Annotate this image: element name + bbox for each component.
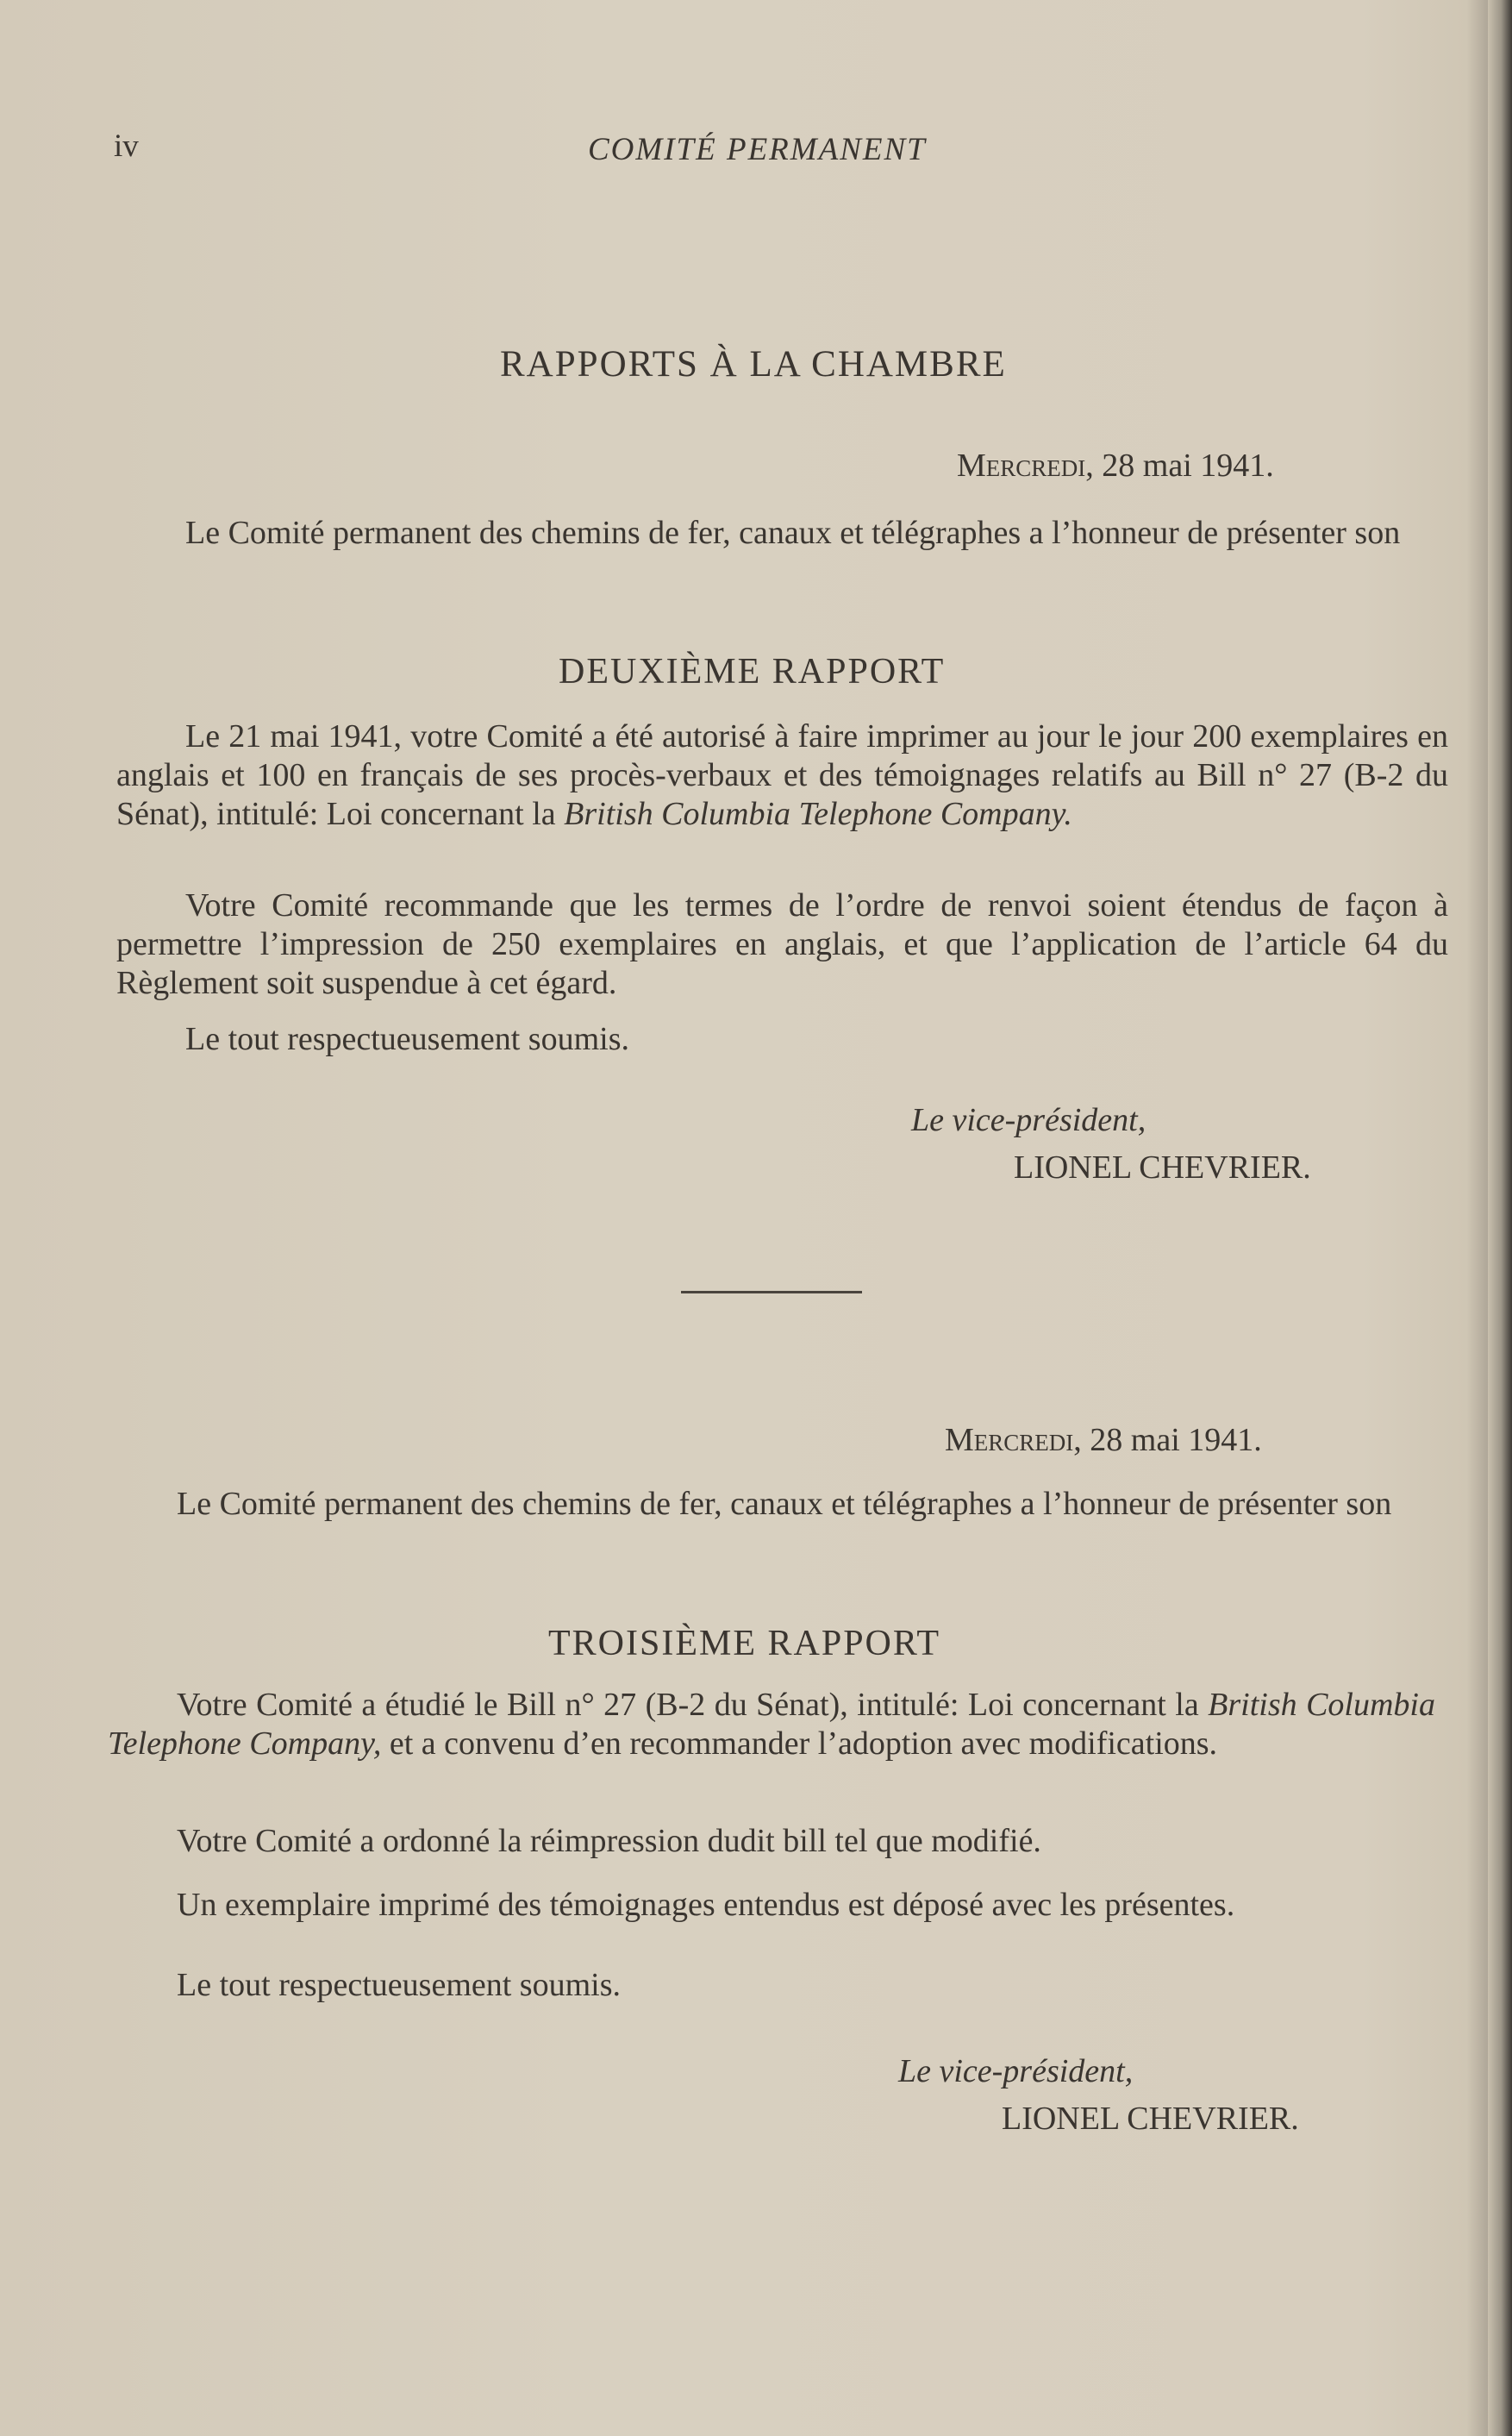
report2-paragraph-3: Un exemplaire imprimé des témoignages entendus est déposé avec les présentes. (177, 1887, 1235, 1923)
report1-p1-text: Le 21 mai 1941, votre Comité a été autorisé à faire imprimer au jour le jour 200 exemplaires en anglais et 100 en français de ses procès-verbaux et des témoignages relatifs au Bill n° 27 (B-2 du Sénat), intitulé: Loi concernant la (116, 718, 1448, 832)
report1-signature-name: LIONEL CHEVRIER. (1014, 1149, 1311, 1186)
report2-p1-text: Votre Comité a étudié le Bill n° 27 (B-2 du Sénat), intitulé: Loi concernant la (177, 1687, 1209, 1723)
report1-intro: Le Comité permanent des chemins de fer, canaux et télégraphes a l’honneur de présenter son (185, 515, 1401, 551)
report1-signature-role: Le vice-président, (911, 1102, 1146, 1138)
section-heading: RAPPORTS À LA CHAMBRE (500, 344, 1007, 385)
report1-title: DEUXIÈME RAPPORT (559, 652, 946, 692)
page-folio: iv (114, 128, 139, 164)
section-divider (681, 1291, 862, 1293)
report1-date (957, 447, 1274, 485)
report2-signature-role: Le vice-président, (898, 2053, 1134, 2089)
report2-signature-name: LIONEL CHEVRIER. (1002, 2101, 1299, 2137)
report1-paragraph-1 (116, 717, 1448, 834)
report2-intro: Le Comité permanent des chemins de fer, canaux et télégraphes a l’honneur de présenter son (177, 1486, 1392, 1522)
report2-p1-end: et a convenu d’en recommander l’adoption avec modifications. (381, 1725, 1218, 1762)
report2-paragraph-1 (108, 1686, 1435, 1763)
report1-p1-italic: British Columbia Telephone Company. (564, 796, 1072, 832)
report1-closing: Le tout respectueusement soumis. (185, 1021, 629, 1057)
report2-date (945, 1421, 1262, 1459)
report2-paragraph-2: Votre Comité a ordonné la réimpression dudit bill tel que modifié. (177, 1823, 1041, 1859)
report1-date-rest: , 28 mai 1941. (1085, 448, 1274, 484)
report2-title: TROISIÈME RAPPORT (548, 1624, 941, 1663)
report2-date-day: Mercredi (945, 1422, 1074, 1458)
report1-paragraph-2: Votre Comité recommande que les termes de l’ordre de renvoi soient étendus de façon à permettre l’impression de 250 exemplaires en anglais, et que l’application de l’article 64 du Règlement soit suspendue à cet égard. (116, 887, 1448, 1001)
report2-date-rest: , 28 mai 1941. (1073, 1422, 1262, 1458)
page-edge (1488, 0, 1512, 2436)
report2-closing: Le tout respectueusement soumis. (177, 1967, 621, 2003)
running-title: COMITÉ PERMANENT (588, 132, 927, 167)
report1-date-day: Mercredi (957, 448, 1086, 484)
report2-p1-italic: British Columbia Telephone Company, (108, 1687, 1435, 1762)
